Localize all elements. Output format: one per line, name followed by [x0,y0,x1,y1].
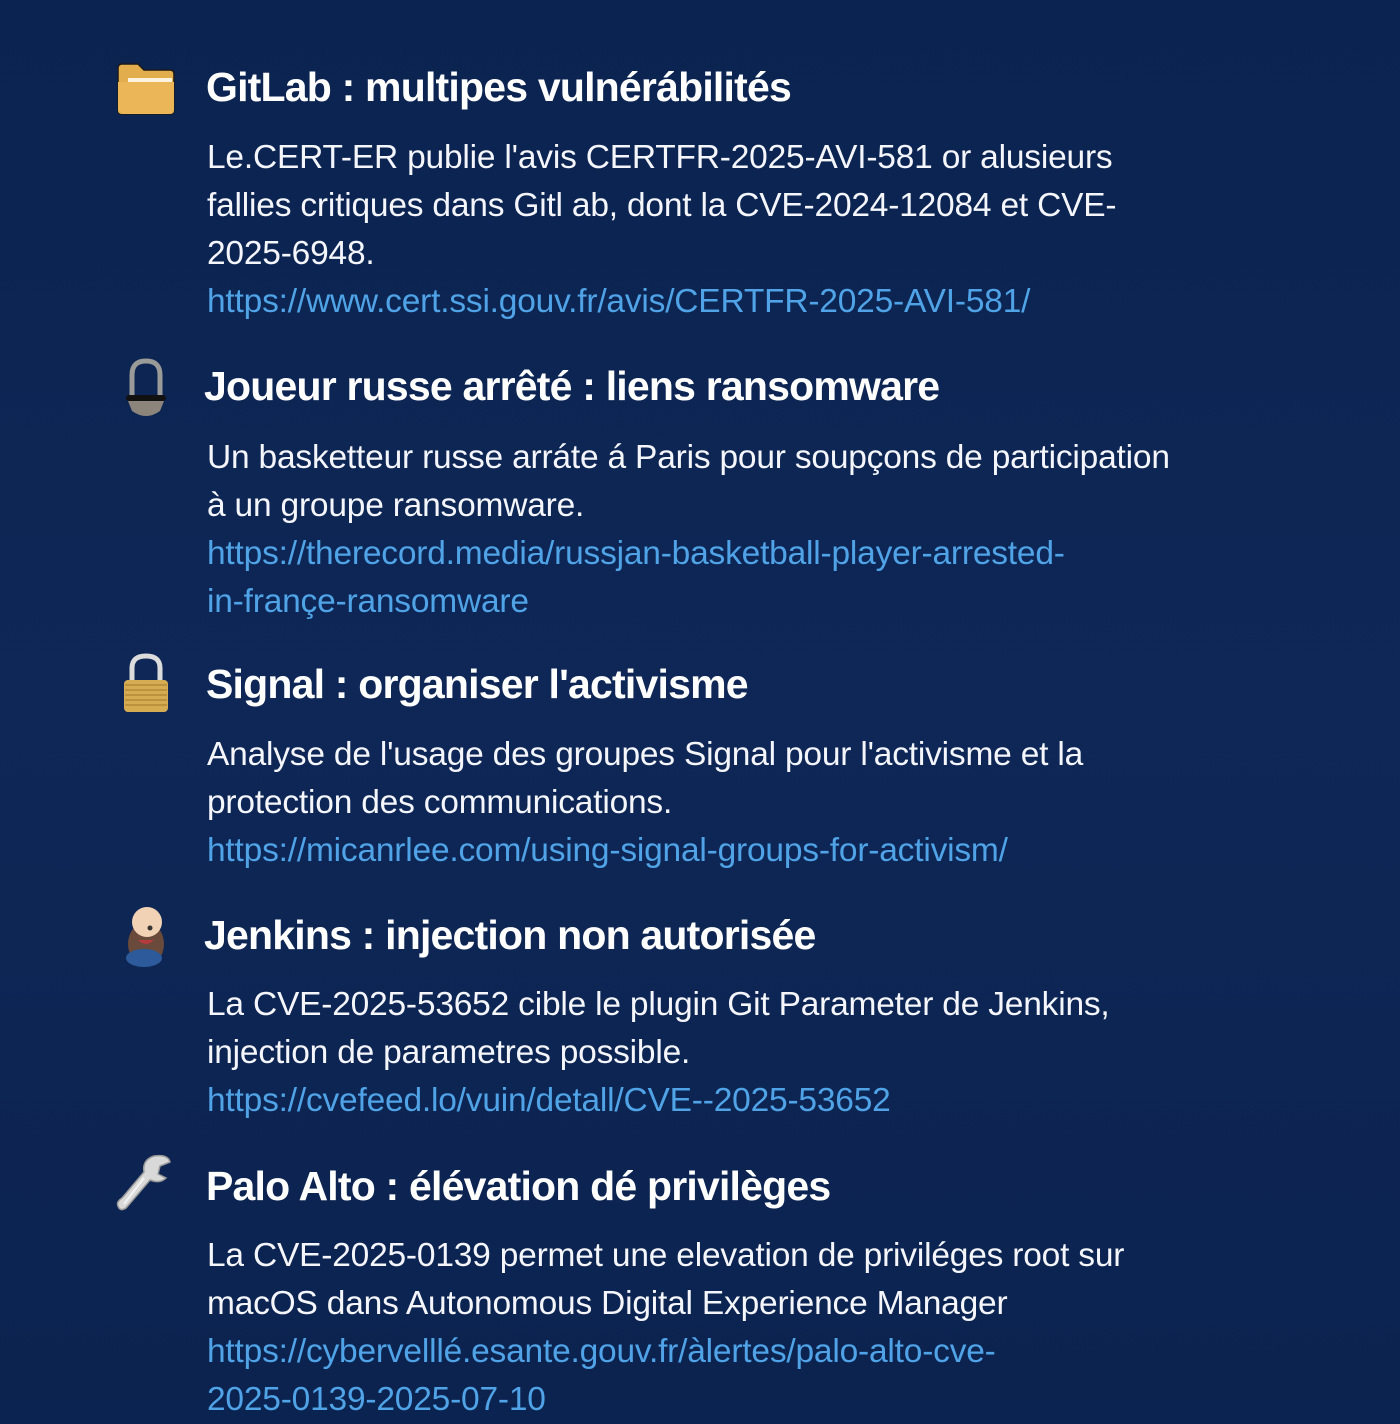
jenkins-butler-icon [120,904,170,968]
news-body-line: La CVE-2025-0139 permet une elevation de priviléges root sur [207,1237,1125,1274]
news-link-line: https://cvefeed.lo/vuin/detall/CVE--2025-53652 [207,1082,891,1119]
news-body-line: La CVE-2025-53652 cible le plugin Git Parameter de Jenkins, [207,986,1110,1023]
news-body-line: à un groupe ransomware. [207,487,585,524]
padlock-open-icon [120,357,172,421]
news-title: Jenkins : injection non autorisée [204,912,816,958]
news-body-line: Un basketteur russe arráte á Paris pour soupçons de participation [207,439,1170,476]
folder-icon [114,60,178,116]
news-link-line: 2025-0139-2025-07-10 [207,1381,546,1418]
news-link[interactable] [207,1328,1287,1424]
news-body [207,134,1287,326]
news-body [207,731,1287,875]
news-body-line: macOS dans Autonomous Digital Experience Manager [207,1285,1008,1322]
news-title: GitLab : multipes vulnérábilités [206,64,791,110]
news-link[interactable] [207,827,1287,875]
news-body-line: Le.CERT-ER publie l'avis CERTFR-2025-AVI-581 or alusieurs [207,139,1113,176]
news-title: Signal : organiser l'activisme [206,661,748,707]
wrench-icon [114,1152,174,1214]
news-link[interactable] [207,530,1287,626]
news-link-line: in-françe-ransomware [207,583,529,620]
lock-icon [118,652,174,716]
news-title: Joueur russe arrêté : liens ransomware [204,363,940,409]
news-link[interactable] [207,278,1287,326]
news-title: Palo Alto : élévation dé privilèges [206,1163,831,1209]
news-link-line: https://cybervelllé.esante.gouv.fr/àlertes/palo-alto-cve- [207,1333,996,1370]
news-link-line: https://micanrlee.com/using-signal-groups-for-activism/ [207,832,1008,869]
news-body [207,981,1287,1125]
news-body [207,434,1287,626]
news-body [207,1232,1287,1424]
news-body-line: Analyse de l'usage des groupes Signal pour l'activisme et la [207,736,1084,773]
news-link-line: https://www.cert.ssi.gouv.fr/avis/CERTFR-2025-AVI-581/ [207,283,1031,320]
news-link-line: https://therecord.media/russjan-basketball-player-arrested- [207,535,1065,572]
news-link[interactable] [207,1077,1287,1125]
news-body-line: 2025-6948. [207,235,375,272]
news-body-line: fallies critiques dans Gitl ab, dont la CVE-2024-12084 et CVE- [207,187,1117,224]
news-body-line: injection de parametres possible. [207,1034,691,1071]
news-body-line: protection des communications. [207,784,673,821]
